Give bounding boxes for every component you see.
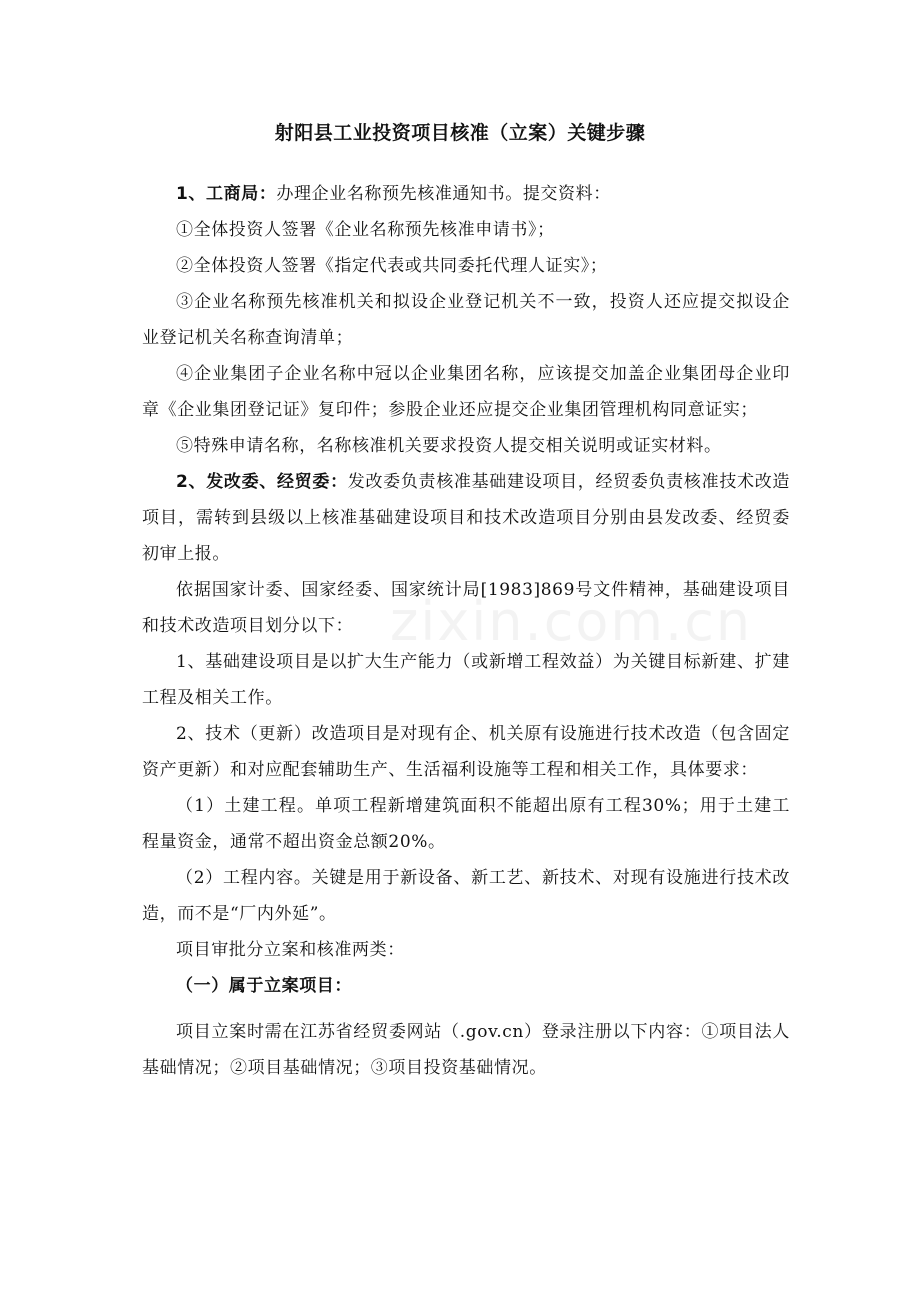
watermark: zixin.com.cn	[390, 590, 753, 653]
section-heading: （一）属于立案项目：	[176, 976, 352, 996]
paragraph-1-text: 办理企业名称预先核准通知书。提交资料：	[276, 184, 611, 204]
paragraph-12: （2）工程内容。关键是用于新设备、新工艺、新技术、对现有设施进行技术改造，而不是“厂内外延”。	[142, 868, 790, 924]
paragraph-5: ④企业集团子企业名称中冠以企业集团名称，应该提交加盖企业集团母企业印章《企业集团登记证》复印件；参股企业还应提交企业集团管理机构同意证实；	[142, 364, 790, 420]
paragraph-7	[142, 464, 790, 572]
paragraph-1	[142, 176, 790, 212]
paragraph-6: ⑤特殊申请名称，名称核准机关要求投资人提交相关说明或证实材料。	[176, 436, 722, 456]
paragraph-7-text: 发改委负责核准基础建设项目，经贸委负责核准技术改造项目，需转到县级以上核准基础建设项目和技术改造项目分别由县发改委、经贸委初审上报。	[142, 472, 791, 564]
paragraph-4: ③企业名称预先核准机关和拟设企业登记机关不一致，投资人还应提交拟设企业登记机关名称查询清单；	[142, 292, 790, 348]
paragraph-9: 1、基础建设项目是以扩大生产能力（或新增工程效益）为关键目标新建、扩建工程及相关工作。	[142, 652, 790, 708]
paragraph-2: ①全体投资人签署《企业名称预先核准申请书》；	[176, 220, 555, 240]
paragraph-15: 项目立案时需在江苏省经贸委网站（.gov.cn）登录注册以下内容：①项目法人基础情况；②项目基础情况；③项目投资基础情况。	[142, 1022, 790, 1078]
paragraph-10: 2、技术（更新）改造项目是对现有企、机关原有设施进行技术改造（包含固定资产更新）和对应配套辅助生产、生活福利设施等工程和相关工作，具体要求：	[142, 724, 790, 780]
paragraph-7-heading: 2、发改委、经贸委：	[176, 472, 348, 492]
paragraph-8: 依据国家计委、国家经委、国家统计局[1983]869号文件精神，基础建设项目和技术改造项目划分以下：	[142, 580, 790, 636]
paragraph-13: 项目审批分立案和核准两类：	[176, 940, 405, 960]
paragraph-3: ②全体投资人签署《指定代表或共同委托代理人证实》；	[176, 256, 608, 276]
document-body	[142, 176, 790, 1086]
paragraph-1-heading: 1、工商局：	[176, 184, 277, 204]
document-title: 射阳县工业投资项目核准（立案）关键步骤	[274, 122, 646, 144]
paragraph-11: （1）土建工程。单项工程新增建筑面积不能超出原有工程30%；用于土建工程量资金，通常不超出资金总额20%。	[142, 796, 790, 852]
